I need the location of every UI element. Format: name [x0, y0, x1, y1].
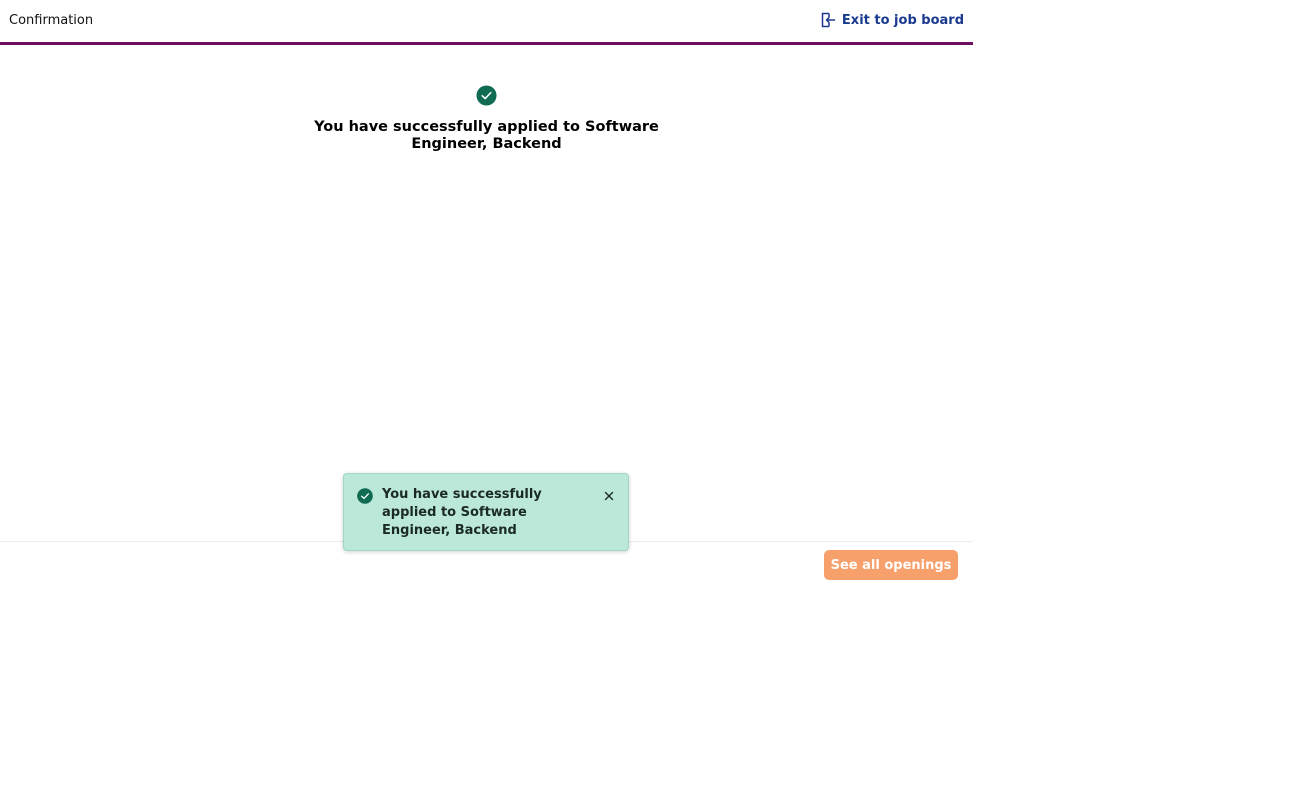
- exit-to-job-board-link[interactable]: [820, 10, 964, 30]
- exit-door-icon: [820, 12, 836, 28]
- exit-link-label: Exit to job board: [841, 12, 964, 28]
- toast-close-button[interactable]: [601, 488, 617, 504]
- confirmation-block: [300, 85, 673, 153]
- toast-message: You have successfully applied to Software Engineer, Backend: [382, 487, 542, 538]
- see-all-openings-button[interactable]: See all openings: [824, 550, 958, 580]
- success-toast: [343, 473, 629, 551]
- check-circle-icon: [476, 85, 497, 106]
- header: [0, 0, 973, 45]
- confirmation-message: You have successfully applied to Software Engineer, Backend: [314, 119, 659, 152]
- page-title: Confirmation: [9, 13, 94, 28]
- check-circle-icon: [357, 488, 373, 504]
- close-icon: [601, 488, 617, 504]
